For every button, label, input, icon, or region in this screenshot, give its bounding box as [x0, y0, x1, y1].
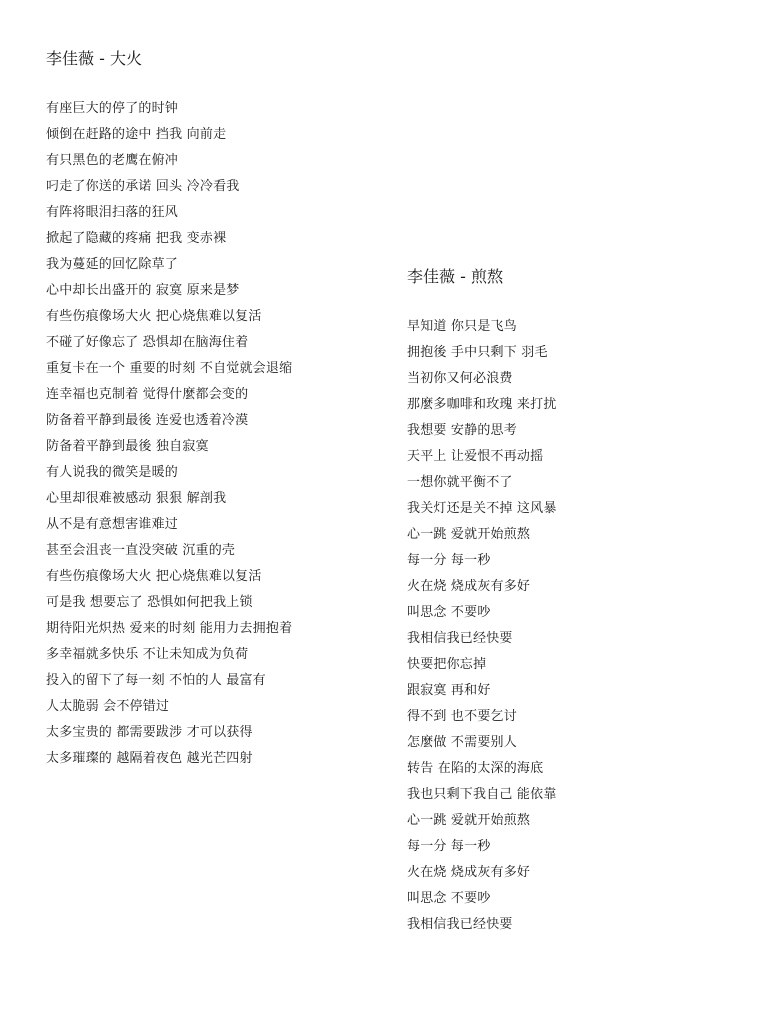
- lyric-line: 我也只剩下我自己 能依靠: [407, 787, 557, 802]
- lyric-line: 心一跳 爱就开始煎熬: [407, 527, 531, 542]
- lyric-line: 连幸福也克制着 觉得什麼都会变的: [46, 387, 249, 402]
- lyric-line: 每一分 每一秒: [407, 839, 491, 854]
- lyric-line: 有阵将眼泪扫落的狂风: [46, 205, 179, 220]
- lyric-line: 心中却长出盛开的 寂寞 原来是梦: [46, 283, 240, 298]
- lyric-line: 从不是有意想害谁难过: [46, 517, 179, 532]
- lyric-line: 每一分 每一秒: [407, 553, 491, 568]
- right-song-lyrics: [407, 314, 747, 938]
- lyric-line: 天平上 让爱恨不再动摇: [407, 449, 544, 464]
- lyric-line: 防备着平静到最後 连爱也透着冷漠: [46, 413, 249, 428]
- lyric-line: 叫思念 不要吵: [407, 891, 491, 906]
- left-song-lyrics: [46, 96, 376, 772]
- lyric-line: 我相信我已经快要: [407, 917, 513, 932]
- lyric-line: 叼走了你送的承诺 回头 冷冷看我: [46, 179, 240, 194]
- left-song-title: 李佳薇 - 大火: [46, 49, 142, 68]
- lyric-line: 火在烧 烧成灰有多好: [407, 865, 531, 880]
- lyric-line: 我相信我已经快要: [407, 631, 513, 646]
- lyric-line: 一想你就平衡不了: [407, 475, 513, 490]
- lyric-line: 不碰了好像忘了 恐惧却在脑海住着: [46, 335, 249, 350]
- lyric-line: 早知道 你只是飞鸟: [407, 319, 517, 334]
- right-song-title: 李佳薇 - 煎熬: [407, 267, 503, 286]
- lyric-line: 重复卡在一个 重要的时刻 不自觉就会退缩: [46, 361, 293, 376]
- lyric-line: 心里却很难被感动 狠狠 解剖我: [46, 491, 227, 506]
- lyric-line: 可是我 想要忘了 恐惧如何把我上锁: [46, 595, 253, 610]
- lyric-line: 我关灯还是关不掉 这风暴: [407, 501, 557, 516]
- lyric-line: 火在烧 烧成灰有多好: [407, 579, 531, 594]
- lyric-line: 跟寂寞 再和好: [407, 683, 491, 698]
- lyric-line: 有些伤痕像场大火 把心烧焦难以复活: [46, 569, 262, 584]
- lyric-line: 太多璀璨的 越隔着夜色 越光芒四射: [46, 751, 253, 766]
- lyric-line: 多幸福就多快乐 不让未知成为负荷: [46, 647, 249, 662]
- lyric-line: 有人说我的微笑是暖的: [46, 465, 179, 480]
- lyric-line: 甚至会沮丧一直没突破 沉重的壳: [46, 543, 236, 558]
- lyric-line: 得不到 也不要乞讨: [407, 709, 517, 724]
- lyric-line: 那麼多咖啡和玫瑰 来打扰: [407, 397, 557, 412]
- lyric-line: 我想要 安静的思考: [407, 423, 517, 438]
- lyric-line: 太多宝贵的 都需要跋涉 才可以获得: [46, 725, 253, 740]
- lyric-line: 转告 在陷的太深的海底: [407, 761, 544, 776]
- lyric-line: 快要把你忘掉: [407, 657, 487, 672]
- lyric-line: 心一跳 爱就开始煎熬: [407, 813, 531, 828]
- lyric-line: 有座巨大的停了的时钟: [46, 101, 179, 116]
- right-song: [407, 266, 747, 938]
- lyric-line: 当初你又何必浪费: [407, 371, 513, 386]
- left-song: [46, 48, 376, 772]
- lyric-line: 倾倒在赶路的途中 挡我 向前走: [46, 127, 227, 142]
- lyric-line: 拥抱後 手中只剩下 羽毛: [407, 345, 548, 360]
- lyric-line: 怎麼做 不需要别人: [407, 735, 517, 750]
- lyric-line: 我为蔓延的回忆除草了: [46, 257, 179, 272]
- lyric-line: 有只黑色的老鹰在俯冲: [46, 153, 179, 168]
- lyric-line: 投入的留下了每一刻 不怕的人 最富有: [46, 673, 266, 688]
- lyric-line: 掀起了隐藏的疼痛 把我 变赤裸: [46, 231, 227, 246]
- lyric-line: 人太脆弱 会不停错过: [46, 699, 170, 714]
- lyric-line: 防备着平静到最後 独自寂寞: [46, 439, 209, 454]
- lyric-line: 期待阳光炽热 爱来的时刻 能用力去拥抱着: [46, 621, 293, 636]
- lyric-line: 叫思念 不要吵: [407, 605, 491, 620]
- lyric-line: 有些伤痕像场大火 把心烧焦难以复活: [46, 309, 262, 324]
